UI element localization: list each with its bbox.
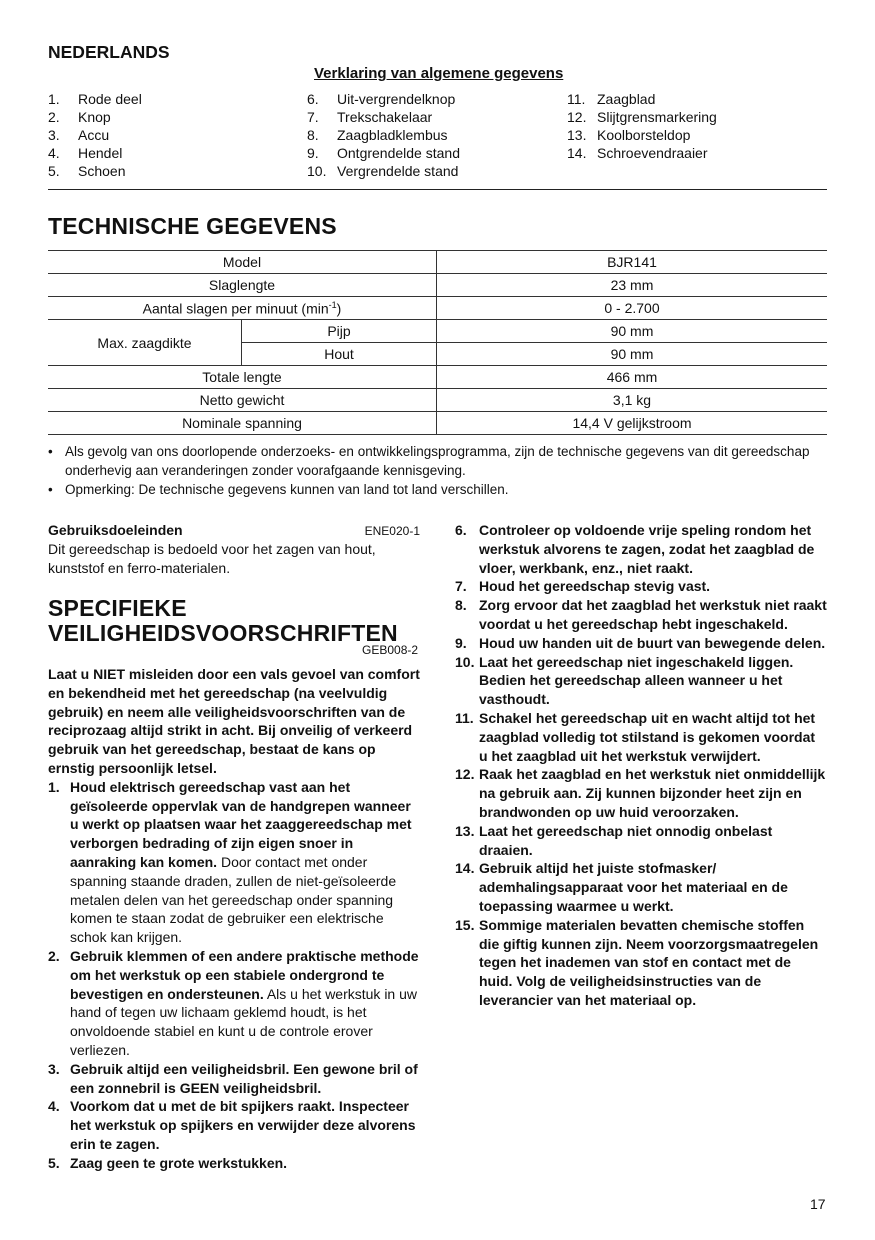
list-item: 1. Rode deel [48, 91, 142, 107]
spec-value: 23 mm [437, 274, 828, 297]
spec-label: Totale lengte [48, 366, 437, 389]
intended-use-text: Dit gereedschap is bedoeld voor het zagen van hout, kunststof en ferro-materialen. [48, 540, 376, 576]
safety-heading: SPECIFIEKE VEILIGHEIDSVOORSCHRIFTEN [48, 595, 398, 646]
list-item: 8. Zorg ervoor dat het zaagblad het werkstuk niet raakt voordat u het gereedschap hebt ingeschakeld. [455, 597, 827, 632]
spec-sublabel: Hout [242, 343, 437, 366]
list-item: 6. Controleer op voldoende vrije speling rondom het werkstuk alvorens te zagen, zodat het zaagblad de vloer, werkbank, enz., niet raakt. [455, 522, 815, 576]
list-item: 9. Ontgrendelde stand [307, 145, 460, 161]
safety-intro: Laat u NIET misleiden door een vals gevoel van comfort en bekendheid met het gereedschap (na veelvuldig gebruik) en neem alle veiligheidsvoorschriften van de reciprozaag altijd strikt in acht. Bij onveilig of verkeerd gebruik van het gereedschap, bestaat de kans op ernstig persoonlijk letsel. [48, 666, 420, 776]
spec-value: 0 - 2.700 [437, 297, 828, 320]
list-item: 11. Zaagblad [567, 91, 656, 107]
list-item: 5. Zaag geen te grote werkstukken. [48, 1154, 288, 1171]
list-item: 6. Uit-vergrendelknop [307, 91, 456, 107]
table-row [48, 274, 827, 297]
list-item: 4. Hendel [48, 145, 123, 161]
list-item: 7. Trekschakelaar [307, 109, 433, 125]
page-number: 17 [810, 1196, 826, 1212]
spec-value: 90 mm [437, 343, 828, 366]
spec-sublabel: Pijp [242, 320, 437, 343]
list-item: 2. Gebruik klemmen of een andere praktische methode om het werkstuk op een stabiele ondergrond te bevestigen en ondersteunen. Als u het werkstuk in uw hand of tegen uw lichaam geklemd houdt, is het onvoldoende stabiel en kunt u de controle erover verliezen. [48, 947, 419, 1058]
list-item: 10. Vergrendelde stand [307, 163, 459, 179]
table-row [48, 389, 827, 412]
table-row [48, 297, 827, 320]
list-item: 13. Laat het gereedschap niet onnodig onbelast draaien. [455, 822, 773, 858]
list-item: 3. Gebruik altijd een veiligheidsbril. Een gewone bril of een zonnebril is GEEN veiligheidsbril. [48, 1060, 418, 1096]
spec-label: Aantal slagen per minuut $(\min^{-1})$ [48, 297, 437, 320]
spec-label: Model [48, 251, 437, 274]
list-item: 4. Voorkom dat u met de bit spijkers raakt. Inspecteer het werkstuk op spijkers en verwijder deze alvorens erin te zagen. [48, 1098, 416, 1152]
spec-value: 90 mm [437, 320, 828, 343]
list-item: 7. Houd het gereedschap stevig vast. [455, 578, 711, 595]
list-item: 11. Schakel het gereedschap uit en wacht altijd tot het zaagblad volledig tot stilstand is gekomen voordat u het zaagblad uit het werkstuk verwijdert. [455, 709, 816, 764]
list-item: 14. Schroevendraaier [567, 145, 708, 161]
bullet-icon: • [48, 482, 53, 497]
list-item: 12. Raak het zaagblad en het werkstuk niet onmiddellijk na gebruik aan. Zij kunnen bijzonder heet zijn en brandwonden op uw huid veroorzaken. [455, 766, 826, 820]
table-row [48, 320, 827, 343]
list-item: 8. Zaagbladklembus [307, 127, 448, 143]
safety-right-column [455, 521, 827, 1010]
table-row [48, 251, 827, 274]
overview-title: Verklaring van algemene gegevens [314, 65, 564, 82]
intended-use-code: ENE020-1 [364, 524, 420, 538]
list-item: 14. Gebruik altijd het juiste stofmasker/ ademhalingsapparaat voor het materiaal en de toepassing waarmee u werkt. [455, 860, 788, 914]
list-item: 1. Houd elektrisch gereedschap vast aan het geïsoleerde oppervlak van de handgrepen wanneer u werkt op plaatsen waar het zaaggereedschap met verborgen bedrading of zijn eigen snoer in aanraking kan komen. Door contact met onder spanning staande draden, zullen de niet-geïsoleerde metalen delen van het gereedschap onder spanning komen te staan zodat de gebruiker een elektrische schok kan krijgen. [48, 778, 412, 946]
list-item: 15. Sommige materialen bevatten chemische stoffen die giftig kunnen zijn. Neem voorzorgsmaatregelen tegen het inademen van stof en contact met de huid. Volg de veiligheidsinstructies van de leverancier van het materiaal op. [455, 916, 819, 1008]
table-row [48, 366, 827, 389]
spec-label: Slaglengte [48, 274, 437, 297]
spec-label: Netto gewicht [48, 389, 437, 412]
list-item: 5. Schoen [48, 163, 126, 179]
intended-use [48, 521, 420, 577]
language-heading: NEDERLANDS [48, 42, 170, 62]
spec-value: 14,4 V gelijkstroom [437, 412, 828, 435]
safety-left-column [48, 665, 420, 1173]
spec-value: 3,1 kg [437, 389, 828, 412]
bullet-icon: • [48, 444, 53, 459]
parts-list-col3 [567, 90, 717, 162]
specs-table [48, 250, 827, 435]
list-item: 2. Knop [48, 109, 111, 125]
specs-heading: TECHNISCHE GEGEVENS [48, 213, 337, 239]
list-item: 12. Slijtgrensmarkering [567, 109, 717, 125]
table-row [48, 412, 827, 435]
note-1: • Als gevolg van ons doorlopende onderzoeks- en ontwikkelingsprogramma, zijn de technische gegevens van dit gereedschap onderhevig aan veranderingen zonder voorafgaande kennisgeving. [48, 444, 810, 478]
section-divider [48, 189, 827, 190]
list-item: 9. Houd uw handen uit de buurt van bewegende delen. [455, 634, 826, 651]
spec-label: Max. zaagdikte [48, 320, 242, 366]
parts-list-col1 [48, 90, 142, 180]
spec-label: Nominale spanning [48, 412, 437, 435]
parts-list-col2 [307, 90, 460, 180]
spec-value: 466 mm [437, 366, 828, 389]
note-2: • Opmerking: De technische gegevens kunnen van land tot land verschillen. [48, 482, 509, 497]
intended-use-title: Gebruiksdoeleinden [48, 522, 183, 538]
list-item: 13. Koolborsteldop [567, 127, 691, 143]
list-item: 3. Accu [48, 127, 110, 143]
spec-value: BJR141 [437, 251, 828, 274]
list-item: 10. Laat het gereedschap niet ingeschakeld liggen. Bedien het gereedschap alleen wanneer u het vasthoudt. [455, 653, 794, 708]
safety-code: GEB008-2 [362, 643, 419, 657]
